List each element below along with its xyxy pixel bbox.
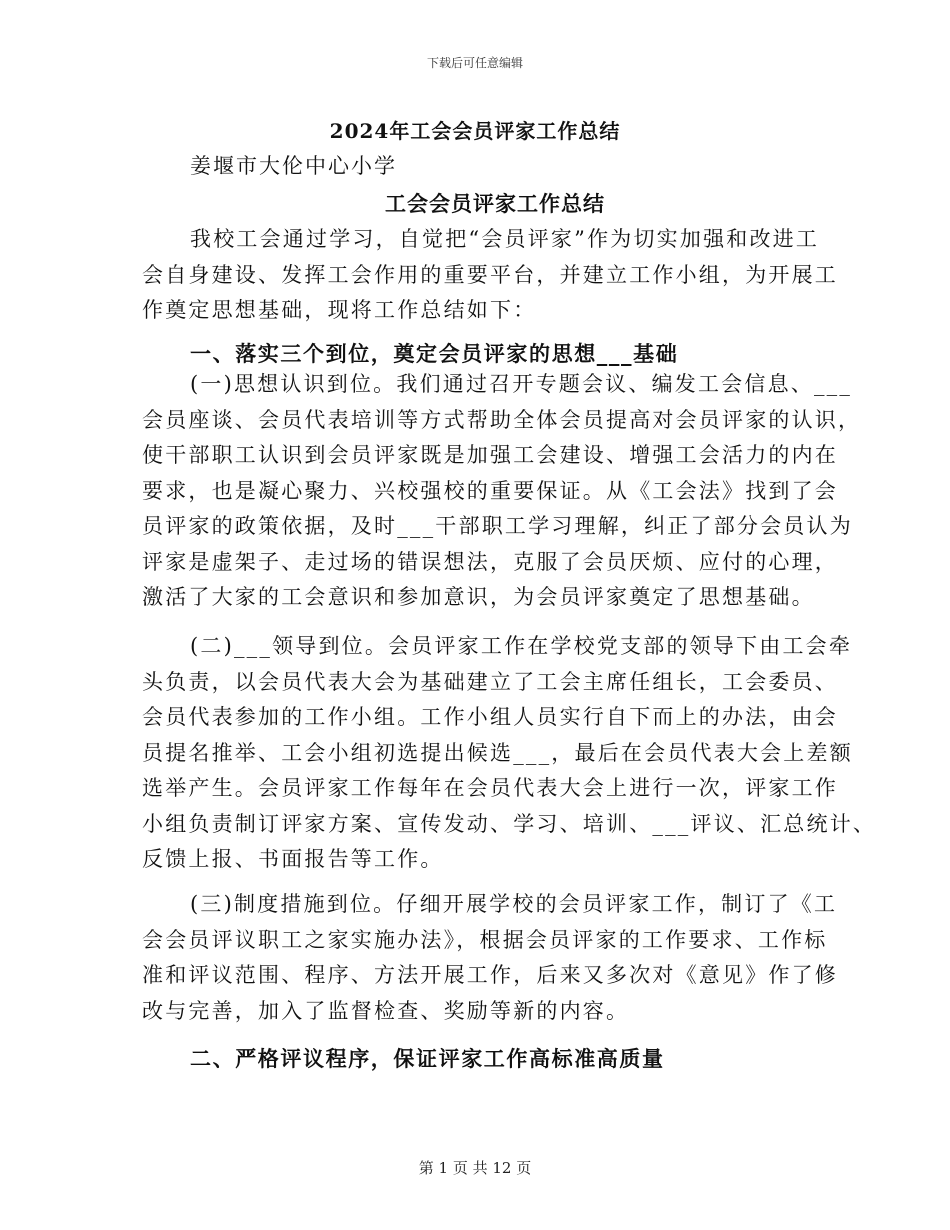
paragraph-line: 会自身建设、发挥工会作用的重要平台，并建立工作小组，为开展工 <box>142 262 838 287</box>
paragraph-thought-awareness <box>142 367 861 616</box>
intro-paragraph <box>142 222 838 329</box>
document-subtitle: 工会会员评家工作总结 <box>385 191 605 216</box>
paragraph-line: 员提名推举、工会小组初选提出候选___，最后在会员代表大会上差额 <box>142 740 853 765</box>
document-title: 2024年工会会员评家工作总结 <box>329 119 621 143</box>
paragraph-line: (二)___领导到位。会员评家工作在学校党支部的领导下由工会牵 <box>190 634 853 658</box>
paragraph-line: 使干部职工认识到会员评家既是加强工会建设、增强工会活力的内在 <box>142 443 838 467</box>
page-number: 第 1 页 共 12 页 <box>418 1159 532 1177</box>
paragraph-line: 反馈上报、书面报告等工作。 <box>142 847 444 871</box>
organization-name: 姜堰市大伦中心小学 <box>190 154 397 178</box>
paragraph-line: 激活了大家的工会意识和参加意识，为会员评家奠定了思想基础。 <box>142 585 815 609</box>
paragraph-line: 选举产生。会员评家工作每年在会员代表大会上进行一次，评家工作 <box>142 776 838 800</box>
paragraph-line: 员评家的政策依据，及时___干部职工学习理解，纠正了部分会员认为 <box>142 514 853 538</box>
paragraph-line: (三)制度措施到位。仔细开展学校的会员评家工作，制订了《工 <box>190 892 838 916</box>
section-heading-1: 一、落实三个到位，奠定会员评家的思想___基础 <box>190 341 679 366</box>
header-note: 下载后可任意编辑 <box>426 56 523 70</box>
paragraph-line: 评家是虚架子、走过场的错误想法，克服了会员厌烦、应付的心理， <box>142 549 838 574</box>
paragraph-line: 我校工会通过学习，自觉把“会员评家”作为切实加强和改进工 <box>190 227 820 251</box>
paragraph-line: 头负责，以会员代表大会为基础建立了工会主席任组长，工会委员、 <box>142 669 838 694</box>
paragraph-line: 作奠定思想基础，现将工作总结如下： <box>142 298 537 322</box>
paragraph-line: 会员代表参加的工作小组。工作小组人员实行自下而上的办法，由会 <box>142 705 838 729</box>
paragraph-leadership <box>142 629 876 878</box>
paragraph-line: (一)思想认识到位。我们通过召开专题会议、编发工会信息、___ <box>190 372 853 396</box>
paragraph-line: 改与完善，加入了监督检查、奖励等新的内容。 <box>142 998 630 1023</box>
paragraph-line: 要求，也是凝心聚力、兴校强校的重要保证。从《工会法》找到了会 <box>142 478 838 503</box>
paragraph-line: 小组负责制订评家方案、宣传发动、学习、培训、___评议、汇总统计、 <box>142 811 877 836</box>
paragraph-line: 准和评议范围、程序、方法开展工作，后来又多次对《意见》作了修 <box>142 963 838 987</box>
section-heading-2: 二、严格评议程序，保证评家工作高标准高质量 <box>190 1046 665 1071</box>
paragraph-line: 会会员评议职工之家实施办法》，根据会员评家的工作要求、工作标 <box>142 927 828 952</box>
paragraph-system-measures <box>142 887 838 1029</box>
paragraph-line: 会员座谈、会员代表培训等方式帮助全体会员提高对会员评家的认识， <box>142 407 862 432</box>
